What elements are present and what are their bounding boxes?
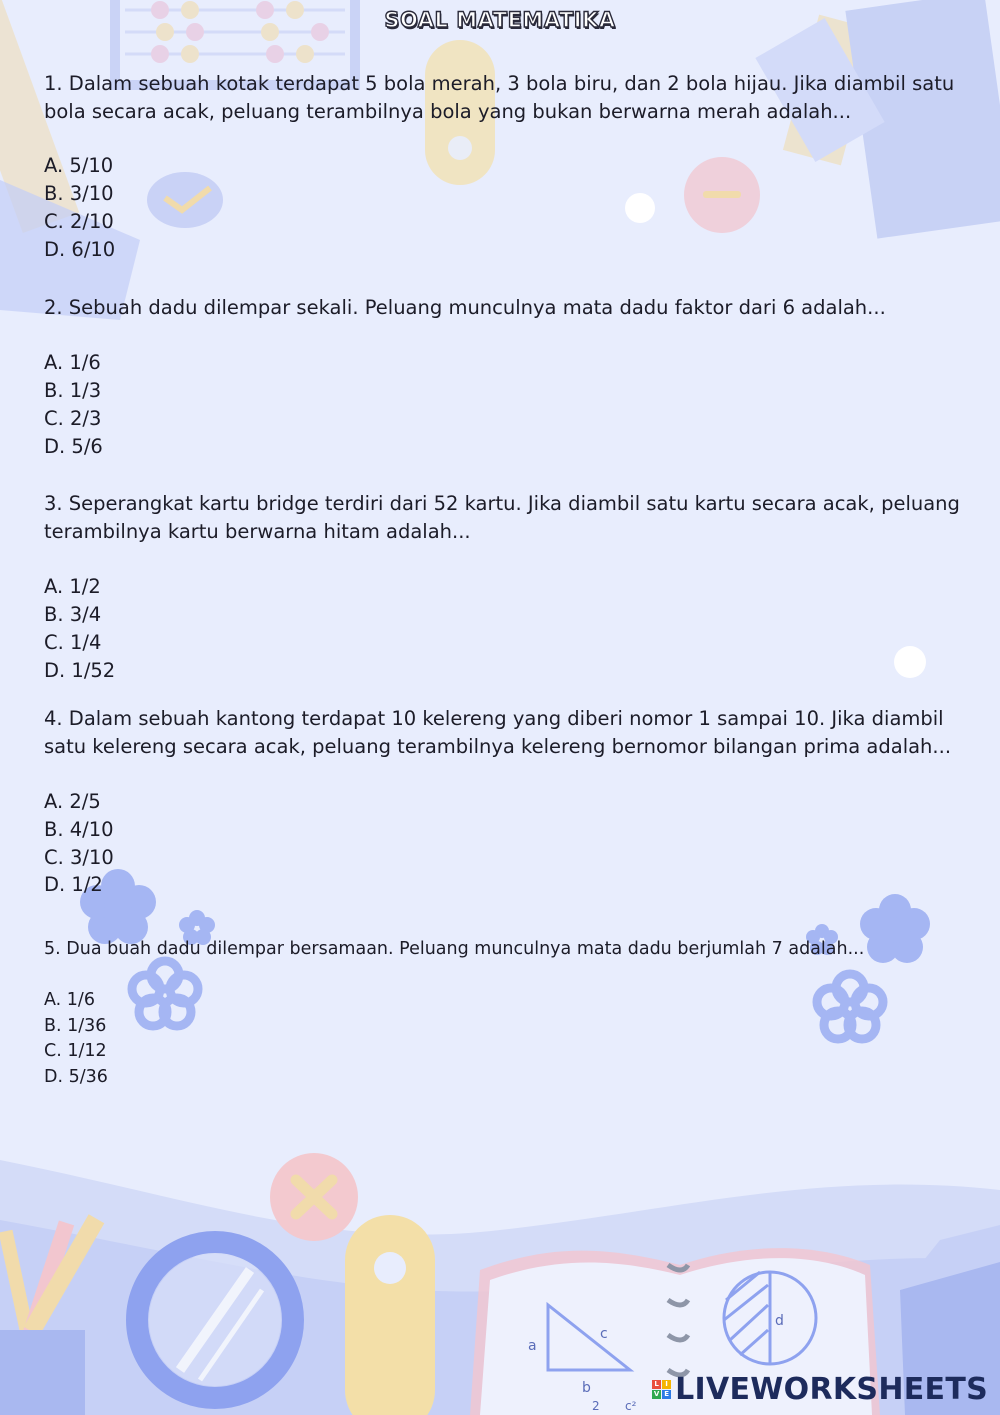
notebook-label: c bbox=[600, 1326, 608, 1342]
question-1-text: 1. Dalam sebuah kotak terdapat 5 bola merah, 3 bola biru, dan 2 bola hijau. Jika diambil satu bola secara acak, peluang terambilnya bola yang bukan berwarna merah adalah... bbox=[44, 72, 955, 123]
notebook-label: c² bbox=[625, 1399, 637, 1413]
notebook-label: b bbox=[582, 1380, 591, 1396]
logo-letter: E bbox=[662, 1390, 671, 1399]
notebook-label: a bbox=[528, 1338, 537, 1354]
question-2-option-c: C. 2/3 bbox=[44, 407, 102, 430]
question-2-option-a: A. 1/6 bbox=[44, 351, 101, 374]
question-2-text: 2. Sebuah dadu dilempar sekali. Peluang munculnya mata dadu faktor dari 6 adalah... bbox=[44, 296, 886, 319]
ruler-bottom-illustration bbox=[345, 1215, 435, 1415]
question-2-option-b: B. 1/3 bbox=[44, 379, 102, 402]
question-5-option-b: B. 1/36 bbox=[44, 1016, 107, 1036]
liveworksheets-logo bbox=[652, 1372, 988, 1407]
notebook-label: d bbox=[775, 1313, 784, 1329]
page-title: SOAL MATEMATIKA bbox=[384, 8, 616, 32]
question-5-option-c: C. 1/12 bbox=[44, 1041, 107, 1061]
question-4-option-b: B. 4/10 bbox=[44, 818, 114, 841]
question-3-option-a: A. 1/2 bbox=[44, 575, 101, 598]
question-5-text: 5. Dua buah dadu dilempar bersamaan. Peluang munculnya mata dadu berjumlah 7 adalah... bbox=[44, 939, 865, 959]
question-1-option-c: C. 2/10 bbox=[44, 210, 114, 233]
logo-letter: I bbox=[662, 1380, 671, 1389]
question-3-option-c: C. 1/4 bbox=[44, 631, 102, 654]
question-5-option-a: A. 1/6 bbox=[44, 990, 95, 1010]
question-3-option-d: D. 1/52 bbox=[44, 659, 116, 682]
liveworksheets-wordmark: LIVEWORKSHEETS bbox=[675, 1372, 988, 1407]
notebook-label: 2 bbox=[592, 1399, 600, 1413]
question-3-text: 3. Seperangkat kartu bridge terdiri dari 52 kartu. Jika diambil satu kartu secara acak, peluang terambilnya kartu berwarna hitam adalah... bbox=[44, 492, 960, 543]
question-3-option-b: B. 3/4 bbox=[44, 603, 102, 626]
logo-letter: L bbox=[652, 1380, 661, 1389]
question-1-option-b: B. 3/10 bbox=[44, 182, 114, 205]
logo-letter: V bbox=[653, 1390, 660, 1398]
question-1-option-d: D. 6/10 bbox=[44, 238, 116, 261]
liveworksheets-logo-icon bbox=[652, 1380, 671, 1399]
question-4-option-d: D. 1/2 bbox=[44, 873, 103, 896]
question-4-option-c: C. 3/10 bbox=[44, 846, 114, 869]
question-4-text: 4. Dalam sebuah kantong terdapat 10 kelereng yang diberi nomor 1 sampai 10. Jika diambil satu kelereng secara acak, peluang terambilnya kelereng bernomor bilangan prima adalah... bbox=[44, 707, 952, 758]
check-badge-illustration bbox=[147, 172, 223, 228]
question-1-option-a: A. 5/10 bbox=[44, 154, 114, 177]
question-5-option-d: D. 5/36 bbox=[44, 1067, 108, 1087]
question-2-option-d: D. 5/6 bbox=[44, 435, 103, 458]
question-4-option-a: A. 2/5 bbox=[44, 790, 101, 813]
